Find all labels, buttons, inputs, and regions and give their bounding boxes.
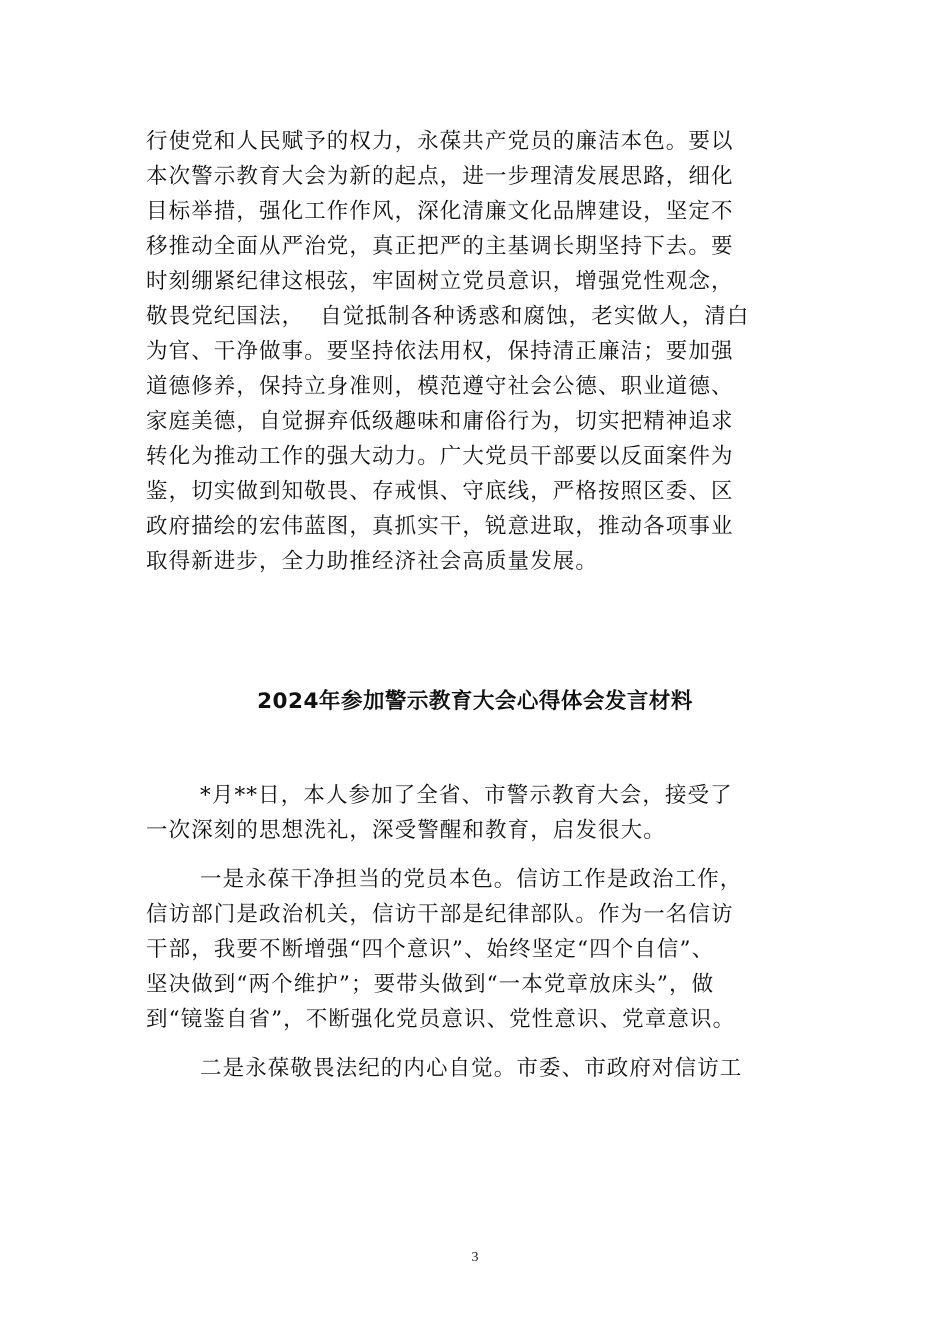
body-line: 信访部门是政治机关，信访干部是纪律部队。作为一名信访	[146, 902, 734, 927]
section-heading: 2024年参加警示教育大会心得体会发言材料	[257, 689, 693, 714]
body-line: 转化为推动工作的强大动力。广大党员干部要以反面案件为	[146, 444, 734, 469]
body-line: 到“镜鉴自省”，不断强化党员意识、党性意识、党章意识。	[146, 1007, 736, 1032]
body-line: 一是永葆干净担当的党员本色。信访工作是政治工作，	[200, 867, 743, 892]
body-line: 移推动全面从严治党，真正把严的主基调长期坚持下去。要	[146, 234, 734, 259]
body-line: 道德修养，保持立身准则，模范遵守社会公德、职业道德、	[146, 374, 734, 399]
body-line: 干部，我要不断增强“四个意识”、始终坚定“四个自信”、	[146, 937, 715, 962]
body-line: 行使党和人民赋予的权力，永葆共产党员的廉洁本色。要以	[146, 129, 734, 154]
page-number: 3	[471, 1250, 479, 1265]
body-line: 鉴，切实做到知敬畏、存戒惧、守底线，严格按照区委、区	[146, 479, 734, 504]
body-line: 一次深刻的思想洗礼，深受警醒和教育，启发很大。	[146, 818, 666, 843]
body-line: 二是永葆敬畏法纪的内心自觉。市委、市政府对信访工	[200, 1056, 743, 1081]
body-line: 为官、干净做事。要坚持依法用权，保持清正廉洁；要加强	[146, 339, 734, 364]
body-line: 政府描绘的宏伟蓝图，真抓实干，锐意进取，推动各项事业	[146, 514, 734, 539]
body-line: 本次警示教育大会为新的起点，进一步理清发展思路，细化	[146, 164, 734, 189]
body-line: 敬畏党纪国法， 自觉抵制各种诱惑和腐蚀，老实做人，清白	[146, 304, 750, 329]
body-line: 家庭美德，自觉摒弃低级趣味和庸俗行为，切实把精神追求	[146, 409, 734, 434]
body-line: *月**日，本人参加了全省、市警示教育大会，接受了	[200, 783, 733, 808]
body-line: 时刻绷紧纪律这根弦，牢固树立党员意识，增强党性观念，	[146, 269, 734, 294]
body-line: 取得新进步，全力助推经济社会高质量发展。	[146, 549, 599, 574]
body-line: 坚决做到“两个维护”；要带头做到“一本党章放床头”，做	[146, 972, 715, 997]
body-line: 目标举措，强化工作作风，深化清廉文化品牌建设，坚定不	[146, 199, 734, 224]
